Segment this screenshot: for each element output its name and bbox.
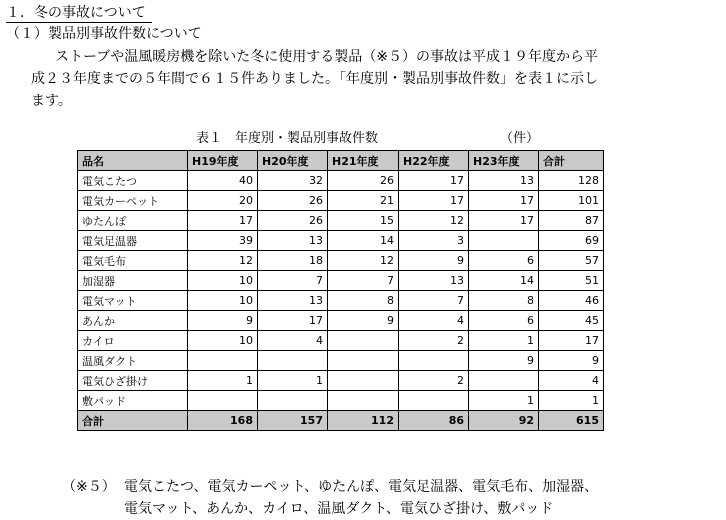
count-cell: 26 [328, 171, 399, 191]
count-cell: 39 [188, 231, 258, 251]
header-cell: H19年度 [188, 151, 258, 171]
count-cell [328, 351, 399, 371]
table-row [78, 211, 604, 231]
count-cell: 13 [399, 271, 469, 291]
count-cell: 6 [469, 251, 539, 271]
product-name-cell: 加湿器 [78, 271, 188, 291]
count-cell: 9 [399, 251, 469, 271]
product-name-cell: カイロ [78, 331, 188, 351]
body-paragraph [31, 46, 691, 112]
count-cell [469, 231, 539, 251]
count-cell: 21 [328, 191, 399, 211]
accident-count-table [77, 150, 604, 431]
header-cell: H21年度 [328, 151, 399, 171]
table-row [78, 331, 604, 351]
footnote [62, 476, 598, 520]
count-cell: 101 [539, 191, 604, 211]
count-cell [328, 371, 399, 391]
product-name-cell: 合計 [78, 411, 188, 431]
count-cell: 1 [188, 371, 258, 391]
count-cell: 15 [328, 211, 399, 231]
section-heading: １．冬の事故について [6, 4, 152, 23]
footnote-mark: （※５） [62, 479, 116, 495]
count-cell: 168 [188, 411, 258, 431]
count-cell: 17 [399, 171, 469, 191]
count-cell: 17 [188, 211, 258, 231]
table-row [78, 291, 604, 311]
count-cell: 18 [258, 251, 328, 271]
product-name-cell: 敷パッド [78, 391, 188, 411]
product-name-cell: 電気カーペット [78, 191, 188, 211]
count-cell: 3 [399, 231, 469, 251]
table-header-row [78, 151, 604, 171]
count-cell: 20 [188, 191, 258, 211]
table-row [78, 231, 604, 251]
count-cell: 4 [539, 371, 604, 391]
count-cell: 26 [258, 211, 328, 231]
count-cell: 8 [469, 291, 539, 311]
count-cell: 8 [328, 291, 399, 311]
count-cell: 51 [539, 271, 604, 291]
product-name-cell: 電気こたつ [78, 171, 188, 191]
count-cell: 7 [328, 271, 399, 291]
count-cell: 26 [258, 191, 328, 211]
count-cell: 86 [399, 411, 469, 431]
header-cell: 合計 [539, 151, 604, 171]
footnote-line-2: 電気マット、あんか、カイロ、温風ダクト、電気ひざ掛け、敷パッド [124, 501, 554, 517]
header-cell: H22年度 [399, 151, 469, 171]
count-cell [469, 371, 539, 391]
count-cell: 2 [399, 331, 469, 351]
table-row [78, 391, 604, 411]
count-cell [188, 391, 258, 411]
count-cell: 12 [188, 251, 258, 271]
product-name-cell: 電気マット [78, 291, 188, 311]
product-name-cell: 温風ダクト [78, 351, 188, 371]
header-cell: H20年度 [258, 151, 328, 171]
count-cell [328, 391, 399, 411]
count-cell: 17 [258, 311, 328, 331]
table-row [78, 191, 604, 211]
table-row [78, 171, 604, 191]
count-cell: 157 [258, 411, 328, 431]
count-cell: 13 [258, 231, 328, 251]
count-cell: 9 [469, 351, 539, 371]
header-cell: 品名 [78, 151, 188, 171]
count-cell [188, 351, 258, 371]
count-cell: 9 [539, 351, 604, 371]
count-cell: 40 [188, 171, 258, 191]
table-unit: （件） [500, 131, 540, 146]
table-row [78, 271, 604, 291]
count-cell: 32 [258, 171, 328, 191]
table-total-row [78, 411, 604, 431]
count-cell: 2 [399, 371, 469, 391]
count-cell: 1 [258, 371, 328, 391]
count-cell [258, 351, 328, 371]
count-cell [399, 351, 469, 371]
table-caption-title: 表１ 年度別・製品別事故件数 [196, 131, 379, 146]
count-cell: 4 [399, 311, 469, 331]
count-cell: 45 [539, 311, 604, 331]
count-cell: 615 [539, 411, 604, 431]
count-cell: 9 [328, 311, 399, 331]
count-cell: 1 [469, 331, 539, 351]
table-row [78, 251, 604, 271]
table-row [78, 311, 604, 331]
count-cell: 12 [328, 251, 399, 271]
product-name-cell: 電気毛布 [78, 251, 188, 271]
count-cell: 17 [539, 331, 604, 351]
count-cell: 10 [188, 331, 258, 351]
count-cell [328, 331, 399, 351]
count-cell: 87 [539, 211, 604, 231]
product-name-cell: あんか [78, 311, 188, 331]
count-cell: 1 [539, 391, 604, 411]
count-cell: 10 [188, 291, 258, 311]
table-row [78, 351, 604, 371]
count-cell: 6 [469, 311, 539, 331]
paragraph-line-2: 成２３年度までの５年間で６１５件ありました。「年度別・製品別事故件数」を表１に示し [31, 71, 598, 87]
footnote-line-1: 電気こたつ、電気カーペット、ゆたんぽ、電気足温器、電気毛布、加湿器、 [124, 479, 599, 495]
count-cell: 14 [328, 231, 399, 251]
table-caption [196, 131, 540, 147]
count-cell: 9 [188, 311, 258, 331]
paragraph-line-1: ストーブや温風暖房機を除いた冬に使用する製品（※５）の事故は平成１９年度から平 [55, 49, 599, 65]
count-cell: 112 [328, 411, 399, 431]
product-name-cell: 電気ひざ掛け [78, 371, 188, 391]
count-cell: 1 [469, 391, 539, 411]
count-cell: 17 [469, 211, 539, 231]
count-cell: 7 [399, 291, 469, 311]
count-cell [399, 391, 469, 411]
count-cell: 13 [258, 291, 328, 311]
count-cell: 7 [258, 271, 328, 291]
product-name-cell: 電気足温器 [78, 231, 188, 251]
count-cell: 69 [539, 231, 604, 251]
header-cell: H23年度 [469, 151, 539, 171]
count-cell: 12 [399, 211, 469, 231]
table-row [78, 371, 604, 391]
paragraph-line-3: ます。 [31, 93, 72, 109]
count-cell: 10 [188, 271, 258, 291]
count-cell: 92 [469, 411, 539, 431]
count-cell: 128 [539, 171, 604, 191]
count-cell: 17 [399, 191, 469, 211]
count-cell: 4 [258, 331, 328, 351]
count-cell: 13 [469, 171, 539, 191]
count-cell: 46 [539, 291, 604, 311]
subsection-heading: （１）製品別事故件数について [6, 26, 202, 42]
count-cell: 14 [469, 271, 539, 291]
count-cell [258, 391, 328, 411]
count-cell: 57 [539, 251, 604, 271]
count-cell: 17 [469, 191, 539, 211]
product-name-cell: ゆたんぽ [78, 211, 188, 231]
